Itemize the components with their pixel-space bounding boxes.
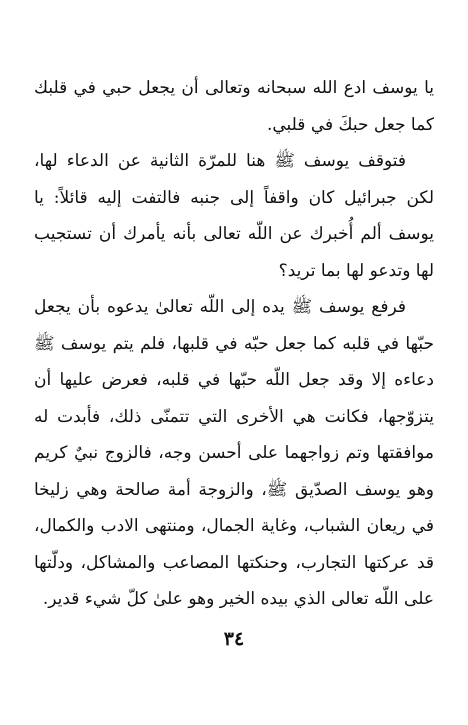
paragraph-1: يا يوسف ادع الله سبحانه وتعالى أن يجعل حبي في قلبك كما جعل حبكَ في قلبي.	[34, 78, 434, 135]
body-text	[34, 70, 434, 618]
page-number: ٣٤	[223, 628, 245, 650]
paragraph-3: فرفع يوسف ﷺ يده إلى اللّه تعالىٰ يدعوه بأن يجعل حبّها في قلبه كما جعل حبّه في قلبها، فلم يتم يوسف ﷺ دعاءه إلا وقد جعل اللّه حبّها في قلبه، فعرض عليها أن يتزوّجها، فكانت هي الأخرى التي تتمنّى ذلك، فأبدت له موافقتها وتم زواجهما على أحسن وجه، فالزوج نبيٌ كريم وهو يوسف الصدّيق ﷺ، والزوجة أمة صالحة وهي زليخا في ريعان الشباب، وغاية الجمال، ومنتهى الادب والكمال، قد عركتها التجارب، وحنكتها المصاعب والمشاكل، ودلّتها على اللّه تعالى الذي بيده الخير وهو علىٰ كلّ شيء قدير.	[34, 297, 434, 609]
paragraph-2: فتوقف يوسف ﷺ هنا للمرّة الثانية عن الدعاء لها، لكن جبرائيل كان واقفاً إلى جنبه فالتفت إليه قائلاً: يا يوسف ألم أُخبرك عن اللّه تعالى بأنه يأمرك أن تستجيب لها وتدعو لها بما تريد؟	[34, 151, 434, 281]
